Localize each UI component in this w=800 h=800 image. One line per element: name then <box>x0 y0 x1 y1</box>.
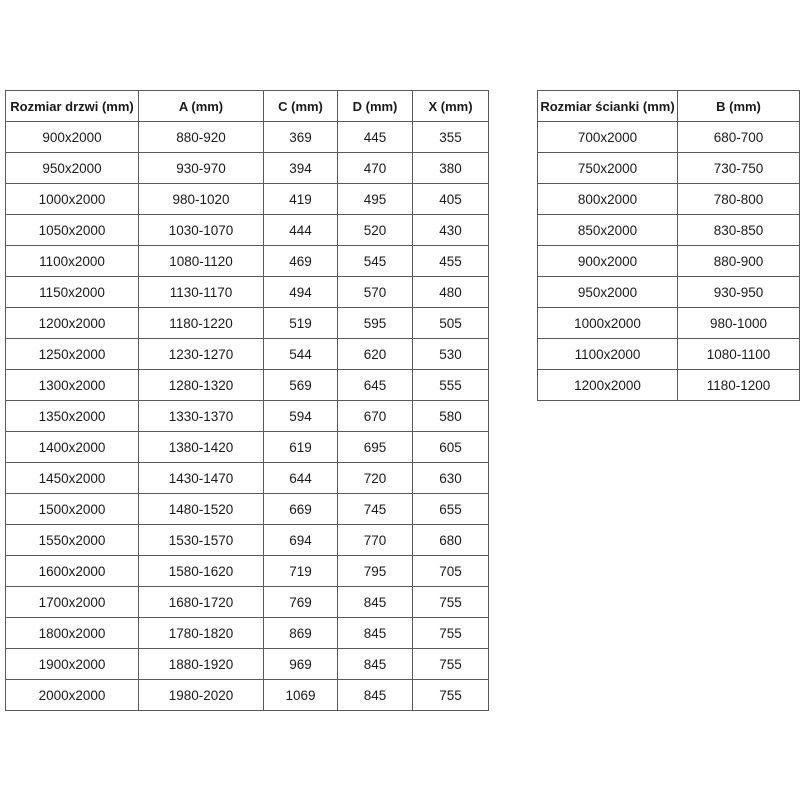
table-cell: 780-800 <box>678 184 800 215</box>
table-cell: 1130-1170 <box>139 277 264 308</box>
table-cell: 470 <box>338 153 413 184</box>
table-cell: 1069 <box>264 680 338 711</box>
table-cell: 930-970 <box>139 153 264 184</box>
table-cell: 1380-1420 <box>139 432 264 463</box>
table-cell: 1180-1200 <box>678 370 800 401</box>
table-row <box>538 153 800 184</box>
column-header: Rozmiar ścianki (mm) <box>538 91 678 122</box>
table-cell: 950x2000 <box>6 153 139 184</box>
table-cell: 505 <box>413 308 489 339</box>
table-cell: 1480-1520 <box>139 494 264 525</box>
table-cell: 570 <box>338 277 413 308</box>
table-cell: 620 <box>338 339 413 370</box>
column-header: X (mm) <box>413 91 489 122</box>
table-cell: 719 <box>264 556 338 587</box>
table-cell: 845 <box>338 649 413 680</box>
table-cell: 745 <box>338 494 413 525</box>
table-cell: 444 <box>264 215 338 246</box>
table-cell: 1080-1120 <box>139 246 264 277</box>
table-cell: 680-700 <box>678 122 800 153</box>
table-cell: 1880-1920 <box>139 649 264 680</box>
table-cell: 980-1020 <box>139 184 264 215</box>
column-header: A (mm) <box>139 91 264 122</box>
table-cell: 694 <box>264 525 338 556</box>
table-row <box>6 494 489 525</box>
table-cell: 545 <box>338 246 413 277</box>
table-cell: 605 <box>413 432 489 463</box>
table-cell: 1550x2000 <box>6 525 139 556</box>
table-cell: 1780-1820 <box>139 618 264 649</box>
table-cell: 755 <box>413 680 489 711</box>
table-cell: 455 <box>413 246 489 277</box>
table-cell: 495 <box>338 184 413 215</box>
table-cell: 850x2000 <box>538 215 678 246</box>
table-cell: 530 <box>413 339 489 370</box>
table-cell: 1700x2000 <box>6 587 139 618</box>
table-cell: 705 <box>413 556 489 587</box>
table-cell: 645 <box>338 370 413 401</box>
table-cell: 969 <box>264 649 338 680</box>
table-row <box>6 587 489 618</box>
table-cell: 1580-1620 <box>139 556 264 587</box>
table-cell: 644 <box>264 463 338 494</box>
table-cell: 900x2000 <box>538 246 678 277</box>
table-row <box>6 184 489 215</box>
table-cell: 555 <box>413 370 489 401</box>
table-cell: 655 <box>413 494 489 525</box>
table-row <box>6 277 489 308</box>
table-cell: 1030-1070 <box>139 215 264 246</box>
table-row <box>538 277 800 308</box>
table-cell: 595 <box>338 308 413 339</box>
table-cell: 1500x2000 <box>6 494 139 525</box>
table-row <box>6 401 489 432</box>
table-cell: 930-950 <box>678 277 800 308</box>
table-cell: 755 <box>413 618 489 649</box>
table-row <box>6 370 489 401</box>
column-header: Rozmiar drzwi (mm) <box>6 91 139 122</box>
table-cell: 380 <box>413 153 489 184</box>
table-row <box>6 618 489 649</box>
table-cell: 830-850 <box>678 215 800 246</box>
table-cell: 800x2000 <box>538 184 678 215</box>
table-row <box>6 339 489 370</box>
table-cell: 1680-1720 <box>139 587 264 618</box>
table-cell: 355 <box>413 122 489 153</box>
table-cell: 580 <box>413 401 489 432</box>
table-cell: 419 <box>264 184 338 215</box>
table-cell: 755 <box>413 649 489 680</box>
table-cell: 445 <box>338 122 413 153</box>
table-cell: 670 <box>338 401 413 432</box>
table-row <box>6 215 489 246</box>
table-row <box>6 525 489 556</box>
table-cell: 1530-1570 <box>139 525 264 556</box>
table-cell: 980-1000 <box>678 308 800 339</box>
table-cell: 845 <box>338 587 413 618</box>
table-cell: 1050x2000 <box>6 215 139 246</box>
table-cell: 1450x2000 <box>6 463 139 494</box>
table-header-row <box>6 91 489 122</box>
table-cell: 769 <box>264 587 338 618</box>
table-row <box>6 463 489 494</box>
table-row <box>6 556 489 587</box>
table-cell: 1200x2000 <box>538 370 678 401</box>
table-cell: 720 <box>338 463 413 494</box>
table-cell: 1080-1100 <box>678 339 800 370</box>
table-cell: 494 <box>264 277 338 308</box>
table-cell: 2000x2000 <box>6 680 139 711</box>
table-cell: 880-920 <box>139 122 264 153</box>
table-row <box>6 122 489 153</box>
table-cell: 1200x2000 <box>6 308 139 339</box>
column-header: D (mm) <box>338 91 413 122</box>
column-header: C (mm) <box>264 91 338 122</box>
table-cell: 680 <box>413 525 489 556</box>
table-row <box>538 370 800 401</box>
table-cell: 1250x2000 <box>6 339 139 370</box>
table-cell: 1100x2000 <box>6 246 139 277</box>
table-cell: 1350x2000 <box>6 401 139 432</box>
table-row <box>6 308 489 339</box>
column-header: B (mm) <box>678 91 800 122</box>
table-cell: 1000x2000 <box>538 308 678 339</box>
table-cell: 619 <box>264 432 338 463</box>
table-header-row <box>538 91 800 122</box>
table-cell: 770 <box>338 525 413 556</box>
wall-size-table <box>537 90 800 401</box>
table-cell: 730-750 <box>678 153 800 184</box>
table-cell: 750x2000 <box>538 153 678 184</box>
table-cell: 469 <box>264 246 338 277</box>
table-cell: 594 <box>264 401 338 432</box>
table-cell: 369 <box>264 122 338 153</box>
table-row <box>538 215 800 246</box>
table-cell: 405 <box>413 184 489 215</box>
table-cell: 950x2000 <box>538 277 678 308</box>
table-cell: 795 <box>338 556 413 587</box>
table-cell: 520 <box>338 215 413 246</box>
table-cell: 394 <box>264 153 338 184</box>
table-cell: 1000x2000 <box>6 184 139 215</box>
table-row <box>6 649 489 680</box>
table-cell: 519 <box>264 308 338 339</box>
table-cell: 630 <box>413 463 489 494</box>
table-cell: 1280-1320 <box>139 370 264 401</box>
table-cell: 1600x2000 <box>6 556 139 587</box>
table-cell: 569 <box>264 370 338 401</box>
table-cell: 900x2000 <box>6 122 139 153</box>
table-cell: 1180-1220 <box>139 308 264 339</box>
table-cell: 1100x2000 <box>538 339 678 370</box>
table-cell: 1900x2000 <box>6 649 139 680</box>
table-cell: 880-900 <box>678 246 800 277</box>
table-cell: 1980-2020 <box>139 680 264 711</box>
table-cell: 755 <box>413 587 489 618</box>
table-cell: 700x2000 <box>538 122 678 153</box>
table-row <box>538 122 800 153</box>
table-row <box>6 153 489 184</box>
table-row <box>6 246 489 277</box>
table-cell: 544 <box>264 339 338 370</box>
table-row <box>538 184 800 215</box>
table-cell: 845 <box>338 618 413 649</box>
table-cell: 1150x2000 <box>6 277 139 308</box>
table-cell: 869 <box>264 618 338 649</box>
table-cell: 1230-1270 <box>139 339 264 370</box>
table-cell: 1430-1470 <box>139 463 264 494</box>
table-cell: 669 <box>264 494 338 525</box>
table-cell: 1330-1370 <box>139 401 264 432</box>
door-size-table <box>5 90 489 711</box>
table-cell: 1800x2000 <box>6 618 139 649</box>
table-cell: 845 <box>338 680 413 711</box>
table-cell: 480 <box>413 277 489 308</box>
table-row <box>538 246 800 277</box>
table-cell: 430 <box>413 215 489 246</box>
table-row <box>538 308 800 339</box>
table-cell: 695 <box>338 432 413 463</box>
table-row <box>538 339 800 370</box>
table-row <box>6 680 489 711</box>
table-cell: 1400x2000 <box>6 432 139 463</box>
table-row <box>6 432 489 463</box>
table-cell: 1300x2000 <box>6 370 139 401</box>
